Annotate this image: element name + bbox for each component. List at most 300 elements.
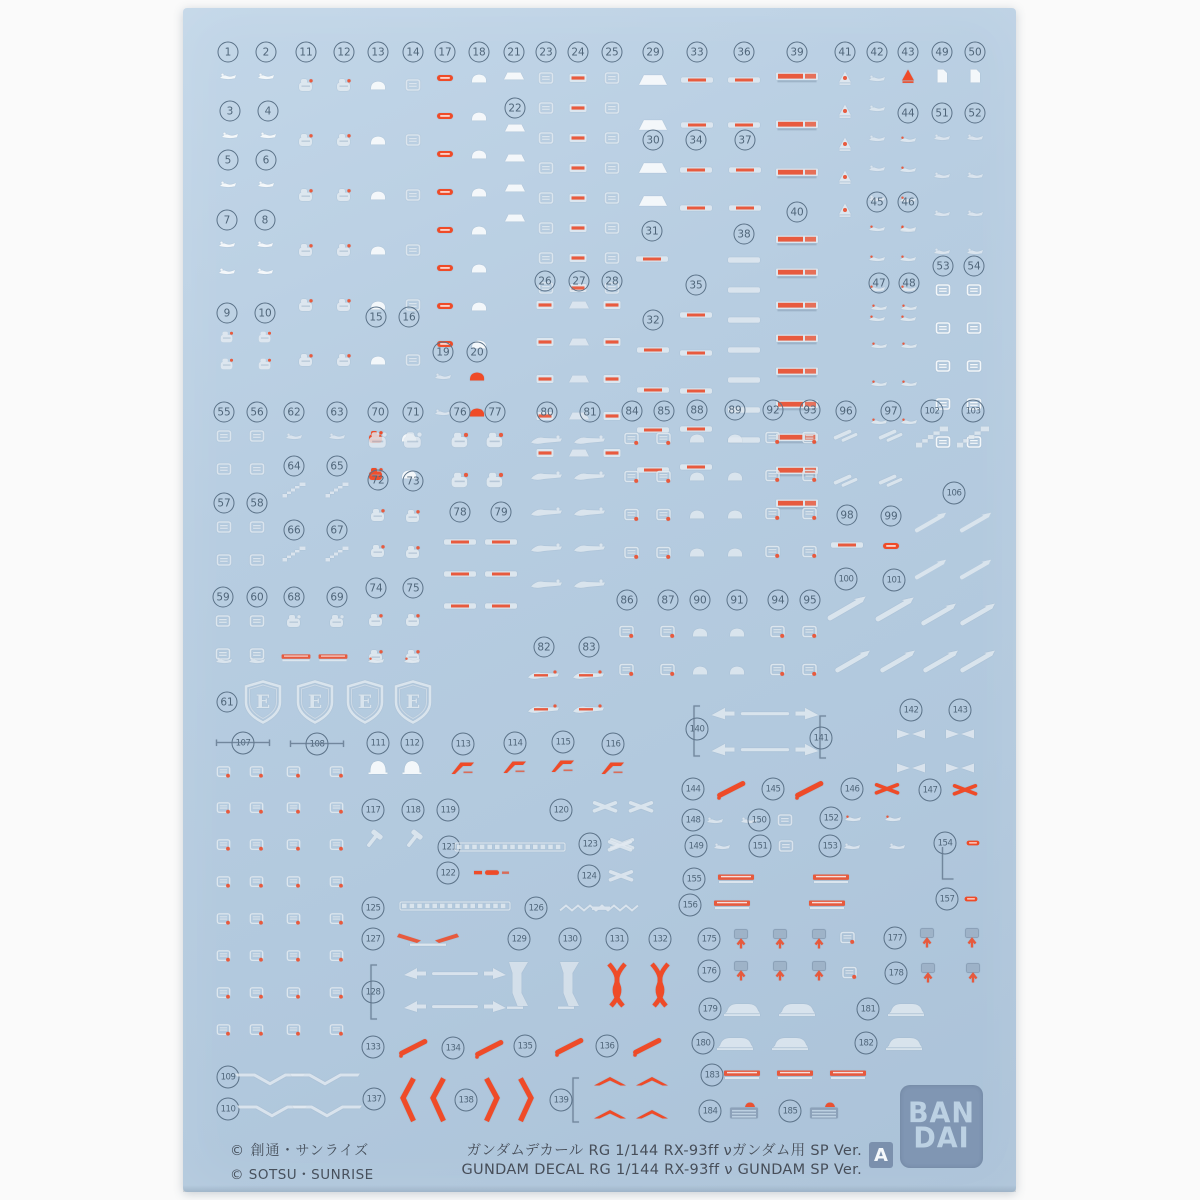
bandai-logo-text-dai: DAI bbox=[913, 1121, 970, 1155]
decal-number-circle: 86 bbox=[617, 590, 638, 611]
decal-number-circle: 129 bbox=[508, 928, 531, 951]
decal-number-circle: 154 bbox=[934, 832, 957, 855]
decal-mark bbox=[954, 424, 992, 451]
decal-number-circle: 47 bbox=[869, 273, 890, 294]
decal-mark bbox=[635, 255, 669, 264]
svg-text:E: E bbox=[307, 691, 323, 713]
decal-mark bbox=[605, 222, 620, 234]
decal-mark bbox=[450, 761, 477, 776]
decal-mark bbox=[933, 209, 952, 218]
decal-mark bbox=[603, 374, 622, 384]
decal-mark bbox=[900, 341, 919, 350]
decal-mark bbox=[944, 762, 976, 775]
decal-mark bbox=[770, 626, 786, 639]
decal-number-circle: 77 bbox=[485, 402, 506, 423]
decal-mark bbox=[727, 286, 761, 295]
decal-mark bbox=[775, 119, 819, 131]
decal-mark bbox=[569, 73, 588, 83]
decal-mark bbox=[256, 240, 275, 249]
decal-mark bbox=[603, 411, 622, 421]
decal-number-circle: 78 bbox=[450, 502, 471, 523]
decal-number-circle: 94 bbox=[768, 590, 789, 611]
decal-mark bbox=[656, 547, 672, 560]
decal-mark bbox=[733, 960, 750, 982]
decal-mark bbox=[837, 169, 854, 185]
decal-mark bbox=[288, 1070, 362, 1087]
decal-mark bbox=[899, 224, 918, 233]
decal-mark bbox=[406, 354, 421, 366]
decal-number-circle: 131 bbox=[606, 928, 629, 951]
decal-number-circle: 113 bbox=[452, 733, 475, 756]
decal-number-circle: 39 bbox=[787, 42, 808, 63]
decal-mark bbox=[727, 433, 744, 444]
decal-mark bbox=[778, 814, 793, 826]
decal-mark bbox=[405, 545, 422, 559]
decal-number-circle: 49 bbox=[932, 42, 953, 63]
decal-mark bbox=[772, 960, 789, 982]
decal-mark bbox=[837, 136, 854, 152]
decal-mark bbox=[895, 728, 927, 741]
decal-number-circle: 181 bbox=[857, 998, 880, 1021]
decal-mark bbox=[728, 204, 762, 213]
decal-mark bbox=[600, 761, 627, 776]
decal-number-circle: 83 bbox=[579, 637, 600, 658]
decal-number-circle: 130 bbox=[559, 928, 582, 951]
decal-mark bbox=[471, 187, 488, 198]
decal-number-circle: 48 bbox=[899, 273, 920, 294]
decal-number-circle: 43 bbox=[898, 42, 919, 63]
decal-mark bbox=[216, 1024, 231, 1036]
decal-mark bbox=[324, 481, 351, 500]
decal-mark bbox=[368, 759, 389, 776]
decal-mark bbox=[484, 570, 518, 579]
decal-number-circle: 152 bbox=[820, 807, 843, 830]
decal-mark bbox=[605, 252, 620, 264]
decal-number-circle: 9 bbox=[217, 303, 238, 324]
decal-mark bbox=[802, 664, 818, 677]
decal-mark bbox=[837, 103, 854, 119]
bandai-logo-text-ban: BAN bbox=[907, 1096, 976, 1130]
decal-mark bbox=[819, 715, 828, 759]
decal-mark bbox=[693, 705, 702, 757]
decal-number-circle: 63 bbox=[327, 402, 348, 423]
decal-mark bbox=[216, 876, 231, 888]
decal-mark bbox=[936, 360, 951, 372]
decal-number-circle: 128 bbox=[362, 981, 385, 1004]
decal-mark bbox=[969, 68, 982, 84]
decal-number-circle: 5 bbox=[218, 150, 239, 171]
decal-number-circle: 142 bbox=[900, 699, 923, 722]
copyright-jp: © 創通・サンライズ bbox=[230, 1143, 370, 1159]
decal-number-circle: 134 bbox=[442, 1037, 465, 1060]
decal-mark bbox=[713, 775, 749, 803]
decal-mark bbox=[920, 962, 937, 984]
decal-mark bbox=[443, 538, 477, 547]
decal-mark bbox=[692, 627, 709, 638]
decal-number-circle: 110 bbox=[217, 1098, 240, 1121]
decal-number-circle: 12 bbox=[334, 42, 355, 63]
decal-mark bbox=[727, 256, 761, 265]
decal-mark bbox=[772, 928, 789, 950]
decal-mark bbox=[471, 111, 488, 122]
decal-number-circle: 147 bbox=[919, 779, 942, 802]
decal-mark bbox=[370, 544, 387, 558]
decal-number-circle: 16 bbox=[399, 307, 420, 328]
decal-mark bbox=[249, 1024, 264, 1036]
decal-mark bbox=[899, 314, 918, 323]
decal-mark bbox=[636, 386, 670, 395]
decal-mark bbox=[638, 74, 669, 87]
decal-mark bbox=[679, 387, 713, 396]
decal-mark bbox=[216, 839, 231, 851]
decal-mark bbox=[876, 648, 918, 676]
product-title-block bbox=[462, 1139, 862, 1178]
decal-number-circle: 139 bbox=[550, 1089, 573, 1112]
decal-mark bbox=[679, 349, 713, 358]
decal-mark bbox=[823, 594, 869, 625]
decal-mark bbox=[281, 654, 311, 663]
decal-number-circle: 121 bbox=[438, 836, 461, 859]
decal-mark bbox=[436, 302, 454, 310]
decal-mark bbox=[536, 300, 555, 310]
decal-number-circle: 100 bbox=[835, 568, 858, 591]
decal-mark bbox=[329, 614, 346, 628]
decal-mark bbox=[504, 154, 526, 163]
decal-number-circle: 29 bbox=[643, 42, 664, 63]
decal-number-circle: 180 bbox=[692, 1032, 715, 1055]
decal-mark bbox=[529, 578, 565, 591]
decal-mark bbox=[709, 740, 820, 756]
decal-mark bbox=[837, 202, 854, 218]
decal-mark bbox=[485, 472, 505, 489]
decal-number-circle: 62 bbox=[284, 402, 305, 423]
decal-number-circle: 31 bbox=[642, 221, 663, 242]
decal-mark bbox=[402, 829, 425, 851]
decal-mark bbox=[329, 766, 344, 778]
decal-number-circle: 18 bbox=[469, 42, 490, 63]
decal-mark bbox=[368, 613, 385, 627]
decal-mark bbox=[298, 78, 315, 92]
decal-number-circle: 54 bbox=[964, 256, 985, 277]
decal-mark bbox=[399, 901, 511, 911]
decal-mark bbox=[398, 1076, 418, 1124]
decal-mark bbox=[504, 184, 526, 193]
decal-mark bbox=[656, 471, 672, 484]
decal-number-circle: 82 bbox=[534, 637, 555, 658]
decal-mark bbox=[370, 80, 387, 91]
decal-mark bbox=[569, 223, 588, 233]
decal-mark bbox=[591, 798, 619, 816]
decal-mark bbox=[692, 665, 709, 676]
decal-mark bbox=[485, 432, 505, 449]
decal-mark bbox=[775, 333, 819, 345]
decal-number-circle: 41 bbox=[835, 42, 856, 63]
decal-mark bbox=[883, 1035, 925, 1052]
decal-mark bbox=[503, 72, 525, 81]
decal-mark bbox=[403, 656, 422, 665]
decal-mark bbox=[539, 222, 554, 234]
decal-mark bbox=[727, 346, 761, 355]
decal-number-circle: 57 bbox=[214, 493, 235, 514]
decal-mark bbox=[286, 802, 301, 814]
decal-number-circle: 117 bbox=[362, 799, 385, 822]
decal-number-circle: 68 bbox=[284, 587, 305, 608]
decal-mark bbox=[765, 508, 781, 521]
decal-mark bbox=[770, 664, 786, 677]
decal-mark bbox=[257, 180, 276, 189]
product-title-jp: ガンダムデカール RG 1/144 RX-93ff νガンダム用 SP Ver. bbox=[466, 1143, 862, 1159]
decal-mark bbox=[329, 839, 344, 851]
decal-mark bbox=[944, 728, 976, 741]
decal-mark bbox=[259, 131, 278, 140]
decal-mark bbox=[221, 131, 240, 140]
decal-number-circle: 6 bbox=[256, 150, 277, 171]
decal-mark bbox=[568, 375, 590, 384]
decal-mark bbox=[569, 253, 588, 263]
decal-mark bbox=[329, 913, 344, 925]
decal-mark bbox=[966, 171, 985, 180]
decal-number-circle: 92 bbox=[763, 400, 784, 421]
decal-number-circle: 176 bbox=[698, 960, 721, 983]
decal-number-circle: 46 bbox=[898, 192, 919, 213]
decal-mark bbox=[870, 303, 889, 312]
decal-mark bbox=[298, 188, 315, 202]
decal-mark bbox=[870, 379, 889, 388]
decal-mark bbox=[242, 679, 284, 725]
decal-number-circle: 23 bbox=[536, 42, 557, 63]
bandai-logo bbox=[900, 1085, 983, 1168]
decal-mark bbox=[868, 224, 887, 233]
decal-mark bbox=[882, 542, 900, 550]
decal-mark bbox=[689, 471, 706, 482]
decal-mark bbox=[504, 124, 526, 133]
decal-mark bbox=[802, 626, 818, 639]
decal-mark bbox=[811, 928, 828, 950]
decal-mark bbox=[329, 987, 344, 999]
decal-mark bbox=[298, 133, 315, 147]
decal-mark bbox=[656, 509, 672, 522]
decal-number-circle: 17 bbox=[435, 42, 456, 63]
decal-mark bbox=[956, 648, 998, 676]
decal-number-circle: 115 bbox=[552, 731, 575, 754]
decal-mark bbox=[769, 1035, 811, 1052]
decal-number-circle: 56 bbox=[247, 402, 268, 423]
decal-mark bbox=[482, 1076, 502, 1124]
decal-mark bbox=[605, 72, 620, 84]
decal-mark bbox=[636, 346, 670, 355]
decal-mark bbox=[936, 284, 951, 296]
decal-mark bbox=[727, 76, 761, 85]
decal-mark bbox=[727, 547, 744, 558]
decal-mark bbox=[627, 798, 655, 816]
decal-mark bbox=[286, 950, 301, 962]
decal-mark bbox=[336, 133, 353, 147]
decal-mark bbox=[289, 740, 345, 749]
decal-mark bbox=[436, 74, 454, 82]
decal-mark bbox=[605, 192, 620, 204]
decal-mark bbox=[911, 557, 949, 582]
decal-number-circle: 53 bbox=[933, 256, 954, 277]
decal-mark bbox=[605, 102, 620, 114]
decal-number-circle: 58 bbox=[247, 493, 268, 514]
decal-mark bbox=[216, 615, 231, 627]
decal-mark bbox=[605, 132, 620, 144]
decal-mark bbox=[717, 874, 755, 885]
decal-mark bbox=[336, 243, 353, 257]
decal-mark bbox=[727, 121, 761, 130]
decal-number-circle: 133 bbox=[362, 1036, 385, 1059]
decal-mark bbox=[286, 839, 301, 851]
decal-mark bbox=[603, 300, 622, 310]
decal-mark bbox=[257, 72, 276, 81]
decal-number-circle: 137 bbox=[363, 1088, 386, 1111]
decal-mark bbox=[370, 355, 387, 366]
decal-mark bbox=[706, 816, 725, 825]
decal-mark bbox=[680, 76, 714, 85]
decal-mark bbox=[568, 449, 590, 458]
decal-mark bbox=[966, 247, 985, 256]
decal-mark bbox=[808, 1102, 840, 1121]
decal-mark bbox=[286, 876, 301, 888]
decal-mark bbox=[450, 432, 470, 449]
decal-mark bbox=[967, 322, 982, 334]
decal-mark bbox=[619, 626, 635, 639]
decal-mark bbox=[215, 656, 234, 665]
decal-mark bbox=[471, 73, 488, 84]
decal-number-circle: 91 bbox=[727, 590, 748, 611]
decal-number-circle: 7 bbox=[217, 210, 238, 231]
decal-mark bbox=[281, 545, 308, 564]
decal-mark bbox=[727, 471, 744, 482]
decal-mark bbox=[443, 570, 477, 579]
decal-mark bbox=[298, 298, 315, 312]
decal-mark bbox=[370, 508, 387, 522]
decal-mark bbox=[550, 759, 577, 774]
decal-mark bbox=[436, 264, 454, 272]
decal-number-circle: 27 bbox=[569, 271, 590, 292]
decal-number-circle: 150 bbox=[748, 809, 771, 832]
decal-mark bbox=[868, 74, 887, 83]
decal-mark bbox=[831, 648, 873, 676]
decal-mark bbox=[215, 739, 271, 748]
decal-mark bbox=[250, 615, 265, 627]
decal-number-circle: 124 bbox=[578, 865, 601, 888]
decal-mark bbox=[502, 760, 529, 775]
decal-mark bbox=[808, 900, 846, 911]
decal-number-circle: 87 bbox=[658, 590, 679, 611]
decal-mark bbox=[572, 578, 608, 591]
decal-mark bbox=[249, 839, 264, 851]
decal-mark bbox=[829, 1070, 867, 1081]
decal-mark bbox=[721, 1001, 763, 1018]
decal-mark bbox=[956, 601, 998, 629]
decal-mark bbox=[392, 679, 434, 725]
decal-number-circle: 179 bbox=[699, 998, 722, 1021]
decal-mark bbox=[832, 472, 860, 489]
decal-mark bbox=[469, 407, 486, 418]
decal-mark bbox=[216, 802, 231, 814]
decal-mark bbox=[830, 541, 864, 550]
decal-mark bbox=[329, 802, 344, 814]
decal-mark bbox=[551, 1032, 587, 1060]
decal-number-circle: 11 bbox=[296, 42, 317, 63]
decal-mark bbox=[569, 163, 588, 173]
decal-number-circle: 59 bbox=[213, 587, 234, 608]
decal-mark bbox=[619, 664, 635, 677]
decal-mark bbox=[842, 967, 858, 980]
decal-number-circle: 44 bbox=[898, 103, 919, 124]
decal-mark bbox=[919, 927, 936, 949]
decal-number-circle: 67 bbox=[327, 520, 348, 541]
decal-mark bbox=[406, 79, 421, 91]
decal-mark bbox=[868, 104, 887, 113]
decal-number-circle: 114 bbox=[504, 732, 527, 755]
decal-mark bbox=[679, 166, 713, 175]
decal-mark bbox=[776, 1070, 814, 1081]
decal-number-circle: 61 bbox=[217, 692, 238, 713]
decal-mark bbox=[219, 358, 234, 371]
decal-number-circle: 85 bbox=[654, 401, 675, 422]
decal-mark bbox=[832, 427, 860, 444]
decal-number-circle: 153 bbox=[819, 835, 842, 858]
decal-number-circle: 122 bbox=[437, 862, 460, 885]
decal-mark bbox=[680, 121, 714, 130]
decal-mark bbox=[802, 508, 818, 521]
decal-number-circle: 141 bbox=[810, 727, 833, 750]
decal-mark bbox=[900, 379, 919, 388]
decal-number-circle: 80 bbox=[537, 402, 558, 423]
decal-mark bbox=[434, 372, 453, 381]
decal-number-circle: 32 bbox=[643, 310, 664, 331]
decal-mark bbox=[843, 842, 862, 851]
decal-number-circle: 145 bbox=[762, 778, 785, 801]
decal-mark bbox=[250, 430, 265, 442]
decal-number-circle: 135 bbox=[514, 1035, 537, 1058]
decal-number-circle: 157 bbox=[936, 888, 959, 911]
decal-mark bbox=[370, 964, 379, 1020]
decal-mark bbox=[873, 780, 901, 798]
decal-mark bbox=[504, 960, 534, 1010]
decal-number-circle: 126 bbox=[525, 897, 548, 920]
decal-mark bbox=[888, 842, 907, 851]
decal-number-circle: 1 bbox=[218, 42, 239, 63]
decal-mark bbox=[629, 1032, 665, 1060]
decal-mark bbox=[933, 133, 952, 142]
decal-number-circle: 136 bbox=[596, 1035, 619, 1058]
decal-number-circle: 73 bbox=[403, 471, 424, 492]
decal-mark bbox=[572, 542, 608, 555]
decal-mark bbox=[802, 432, 818, 445]
decal-mark bbox=[660, 664, 676, 677]
decal-mark bbox=[775, 267, 819, 279]
decal-mark bbox=[329, 950, 344, 962]
decal-number-circle: 15 bbox=[366, 307, 387, 328]
decal-mark bbox=[436, 226, 454, 234]
decal-number-circle: 36 bbox=[734, 42, 755, 63]
decal-number-circle: 81 bbox=[580, 402, 601, 423]
decal-number-circle: 175 bbox=[698, 928, 721, 951]
copyright-en: © SOTSU・SUNRISE bbox=[230, 1167, 374, 1183]
decal-mark bbox=[436, 150, 454, 158]
decal-number-circle: 66 bbox=[284, 520, 305, 541]
decal-mark bbox=[471, 301, 488, 312]
decal-mark bbox=[402, 759, 423, 776]
decal-mark bbox=[571, 703, 607, 716]
decal-mark bbox=[899, 135, 918, 144]
decal-mark bbox=[689, 509, 706, 520]
decal-number-circle: 185 bbox=[779, 1100, 802, 1123]
decal-mark bbox=[250, 521, 265, 533]
